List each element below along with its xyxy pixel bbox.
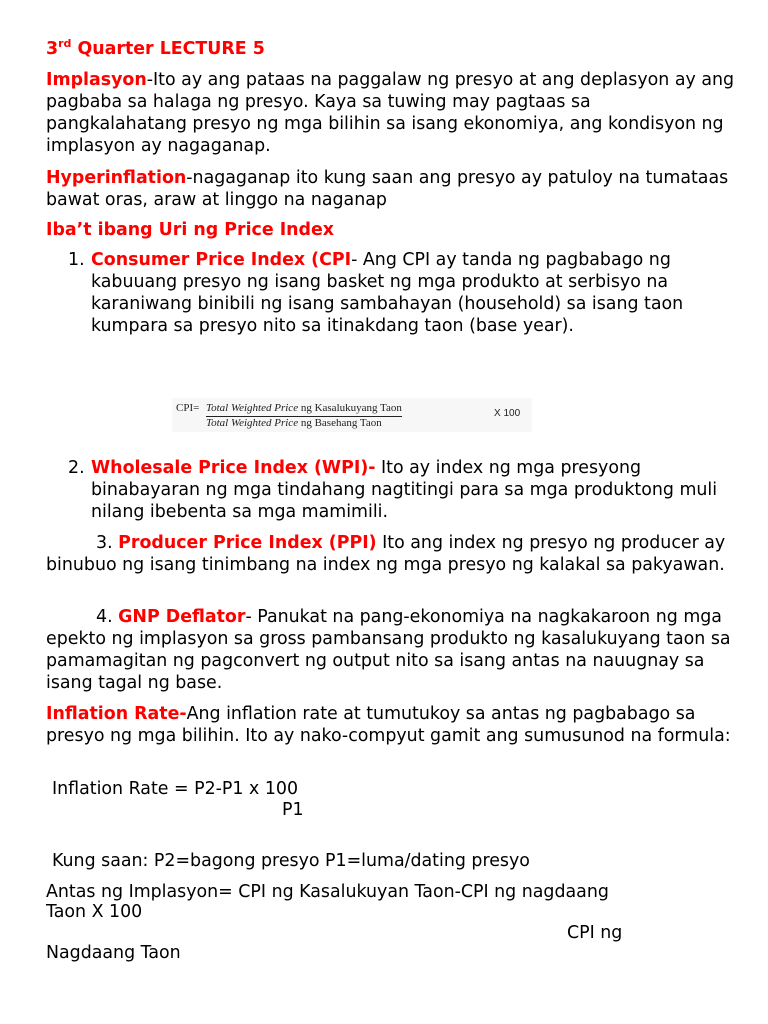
- kung-saan-definition: Kung saan: P2=bagong presyo P1=luma/dating presyo: [52, 851, 530, 871]
- ppi-text: Ito ang index ng presyo ng producer ay binubuo ng isang tinimbang na index ng mga presyo ng kalakal sa pakyawan.: [46, 533, 726, 575]
- antas-formula-line2: Taon X 100: [46, 902, 143, 922]
- gnp-deflator-text: - Panukat na pang-ekonomiya na nagkakaroon ng mga epekto ng implasyon sa gross pambansang produkto ng kasalukuyang taon sa pamamagitan ng pagconvert ng output nito sa isang antas na nauugnay sa isang tagal ng base.: [46, 607, 731, 693]
- lecture-title: [46, 38, 265, 60]
- list-number: 1.: [68, 250, 85, 270]
- inflation-rate-term: Inflation Rate-: [46, 704, 187, 724]
- list-item-wpi: [46, 457, 736, 523]
- inflation-rate-text: Ang inflation rate at tumutukoy sa antas ng pagbabago sa presyo ng mga bilihin. Ito ay nako-compyut gamit ang sumusunod na formula:: [46, 704, 731, 746]
- cpi-formula-image: [172, 398, 532, 432]
- gnp-deflator-term: GNP Deflator: [118, 607, 246, 627]
- list-number: 2.: [68, 458, 85, 478]
- hyperinflation-term: Hyperinflation: [46, 168, 187, 188]
- cpi-formula-denominator: [206, 417, 382, 430]
- hyperinflation-text: -nagaganap ito kung saan ang presyo ay patuloy na tumataas bawat oras, araw at linggo na naganap: [46, 168, 729, 210]
- inflation-rate-paragraph: [46, 703, 736, 747]
- cpi-formula-lhs: CPI=: [176, 402, 200, 414]
- list-item-cpi: [46, 249, 736, 337]
- implasyon-paragraph: [46, 69, 736, 157]
- cpi-num-rest: ng Kasalukuyang Taon: [298, 402, 402, 414]
- list-item-ppi: [46, 532, 736, 576]
- cpi-formula-multiplier: X 100: [494, 408, 521, 419]
- title-superscript: rd: [58, 37, 72, 51]
- cpi-term: Consumer Price Index (CPI: [91, 250, 352, 270]
- implasyon-text: -Ito ay ang pataas na paggalaw ng presyo at ang deplasyon ay ang pagbaba sa halaga ng presyo. Kaya sa tuwing may pagtaas sa pangkalahatang presyo ng mga bilihin sa isang ekonomiya, ang kondisyon ng implasyon ay nagaganap.: [46, 70, 735, 156]
- antas-formula-denominator: CPI ng: [567, 923, 623, 943]
- implasyon-term: Implasyon: [46, 70, 147, 90]
- cpi-num-italic: Total Weighted Price: [206, 402, 299, 414]
- title-prefix: 3: [46, 39, 59, 59]
- price-index-heading: Iba’t ibang Uri ng Price Index: [46, 220, 335, 240]
- inflation-rate-formula-numerator: Inflation Rate = P2-P1 x 100: [52, 779, 299, 799]
- list-number: 3.: [96, 533, 113, 553]
- wpi-term: Wholesale Price Index (WPI)-: [91, 458, 376, 478]
- inflation-rate-formula-denominator: P1: [282, 800, 304, 820]
- list-item-gnp-deflator: [46, 606, 736, 694]
- cpi-formula-numerator: [206, 402, 402, 417]
- cpi-den-italic: Total Weighted Price: [206, 417, 299, 429]
- wpi-text: Ito ay index ng mga presyong binabayaran ng mga tindahang nagtitingi para sa mga produktong muli nilang ibebenta sa mga mamimili.: [91, 458, 718, 522]
- antas-formula-line4: Nagdaang Taon: [46, 943, 181, 963]
- cpi-den-rest: ng Basehang Taon: [298, 417, 382, 429]
- hyperinflation-paragraph: [46, 167, 736, 211]
- title-rest: Quarter LECTURE 5: [71, 39, 265, 59]
- cpi-text: - Ang CPI ay tanda ng pagbabago ng kabuuang presyo ng isang basket ng mga produkto at serbisyo na karaniwang binibili ng isang sambahayan (household) sa isang taon kumpara sa presyo nito sa itinakdang taon (base year).: [91, 250, 684, 336]
- list-number: 4.: [96, 607, 113, 627]
- ppi-term: Producer Price Index (PPI): [118, 533, 377, 553]
- antas-formula-line1: Antas ng Implasyon= CPI ng Kasalukuyan Taon-CPI ng nagdaang: [46, 882, 609, 902]
